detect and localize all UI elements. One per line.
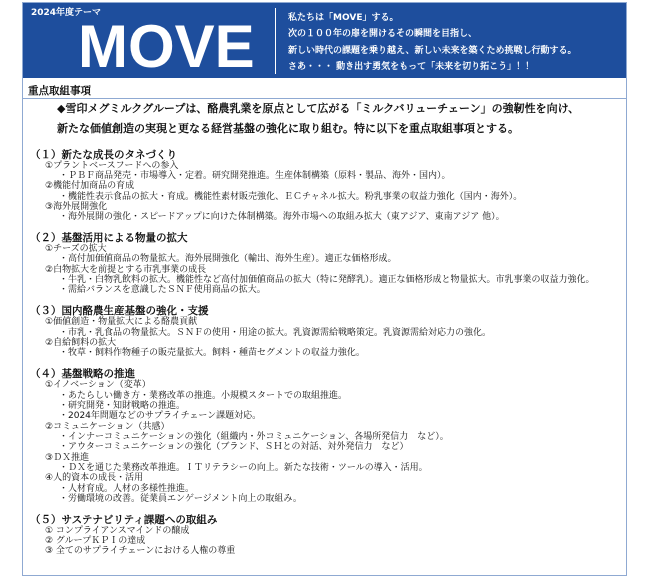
item-label: ③ＤＸ推進 (45, 452, 90, 463)
banner-divider (275, 8, 276, 74)
item-detail: ・ＰＢＦ商品発売・市場導入・定着。研究開発推進。生産体制構築（原料・製品、海外・国内）。 (59, 170, 451, 181)
item-label: ③海外展開強化 (45, 201, 108, 212)
item-label: ①プラントベースフードへの参入 (45, 160, 179, 171)
message-line: 新しい時代の課題を乗り越え、新しい未来を築くため挑戦し行動する。 (288, 45, 577, 56)
theme-title: MOVE (78, 13, 255, 80)
message-line: 私たちは「MOVE」する。 (288, 13, 399, 23)
item-detail: ・研究開発・知財戦略の推進。 (59, 400, 186, 411)
item-detail: ・機能性表示食品の拡大・育成。機能性素材販売強化、ＥＣチャネル拡大。粉乳事業の収益力強化（国内・海外）。 (59, 191, 523, 202)
section-dairy-base (0, 306, 645, 358)
section-new-growth (0, 150, 645, 223)
section-volume-expansion (0, 233, 645, 296)
intro-line: ◆雪印メグミルクグループは、酪農乳業を原点として広がる「ミルクバリューチェーン」の強靭性を向け、 (57, 102, 580, 115)
item-label: ①チーズの拡大 (45, 244, 107, 255)
section-title: （３）国内酪農生産基盤の強化・支援 (30, 305, 209, 318)
section-title: （４）基盤戦略の推進 (30, 368, 135, 381)
item-detail: ・インナーコミュニケーションの強化（組織内・外コミュニケーション、各場所発信力 など）。 (59, 431, 449, 442)
priority-sections (0, 150, 645, 557)
section-title: （１）新たな成長のタネづくり (30, 148, 177, 161)
intro-line: 新たな価値創造の実現と更なる経営基盤の強化に取り組む。特に以下を重点取組事項とする。 (57, 122, 519, 135)
item-label: ②コミュニケーション（共感） (45, 421, 170, 432)
item-label: ③ 全てのサプライチェーンにおける人権の尊重 (45, 546, 236, 557)
item-detail: ・高付加価値商品の物量拡大。海外展開強化（輸出、海外生産）。適正な価格形成。 (59, 254, 397, 265)
item-detail: ・牛乳・白物乳飲料の拡大。機能性など高付加価値商品の拡大（特に発酵乳）。適正な価格形成と物量拡大。市乳事業の収益力強化。 (59, 275, 595, 286)
section-sustainability (0, 515, 645, 557)
item-detail: ・人材育成。人材の多様性推進。 (59, 483, 195, 494)
item-label: ② グループＫＰＩの達成 (45, 536, 146, 547)
item-detail: ・海外展開の強化・スピードアップに向けた体制構築。海外市場への取組み拡大（東アジア、東南アジア 他）。 (59, 212, 505, 223)
item-label: ① コンプライアンスマインドの醸成 (45, 525, 190, 536)
item-label: ①価値創造・物量拡大による酪農貢献 (45, 317, 198, 328)
message-line: 次の１００年の扉を開けるその瞬間を目指し、 (288, 29, 478, 40)
item-detail: ・ＤＸを通じた業務改革推進。ＩＴリテラシーの向上。新たな技術・ツールの導入・活用。 (59, 462, 428, 473)
item-detail: ・需給バランスを意識したＳＮＦ使用商品の拡大。 (59, 285, 266, 296)
priorities-heading: 重点取組事項 (28, 85, 91, 97)
year-theme-label: 2024年度テーマ (31, 8, 102, 18)
item-label: ①イノベーション（変革） (45, 380, 151, 391)
heading-divider (23, 98, 626, 99)
section-title: （２）基盤活用による物量の拡大 (30, 232, 188, 245)
item-detail: ・労働環境の改善。従業員エンゲージメント向上の取組み。 (59, 493, 302, 504)
theme-banner (23, 3, 626, 78)
item-label: ②機能付加商品の育成 (45, 181, 135, 192)
item-detail: ・市乳・乳食品の物量拡大。ＳＮＦの使用・用途の拡大。乳資源需給戦略策定。乳資源需給対応力の強化。 (59, 327, 492, 338)
theme-message (288, 10, 577, 75)
item-detail: ・牧草・飼料作物種子の販売量拡大。飼料・種苗セグメントの収益力強化。 (59, 348, 365, 359)
item-label: ②自給飼料の拡大 (45, 337, 117, 348)
item-label: ④人的資本の成長・活用 (45, 473, 144, 484)
section-title: （５）サステナビリティ課題への取組み (30, 513, 218, 526)
item-detail: ・あたらしい働き方・業務改革の推進。小規模スタートでの取組推進。 (59, 390, 348, 401)
section-foundation-strategy (0, 369, 645, 504)
message-line: さあ・・・ 動き出す勇気をもって「未来を切り拓こう」！！ (288, 61, 535, 72)
item-detail: ・アウターコミュニケーションの強化（ブランド、ＳＨとの対話、対外発信力 など） (59, 442, 409, 453)
item-label: ②白物拡大を前提とする市乳事業の成長 (45, 264, 207, 275)
item-detail: ・2024年問題などのサプライチェーン課題対応。 (59, 411, 262, 422)
